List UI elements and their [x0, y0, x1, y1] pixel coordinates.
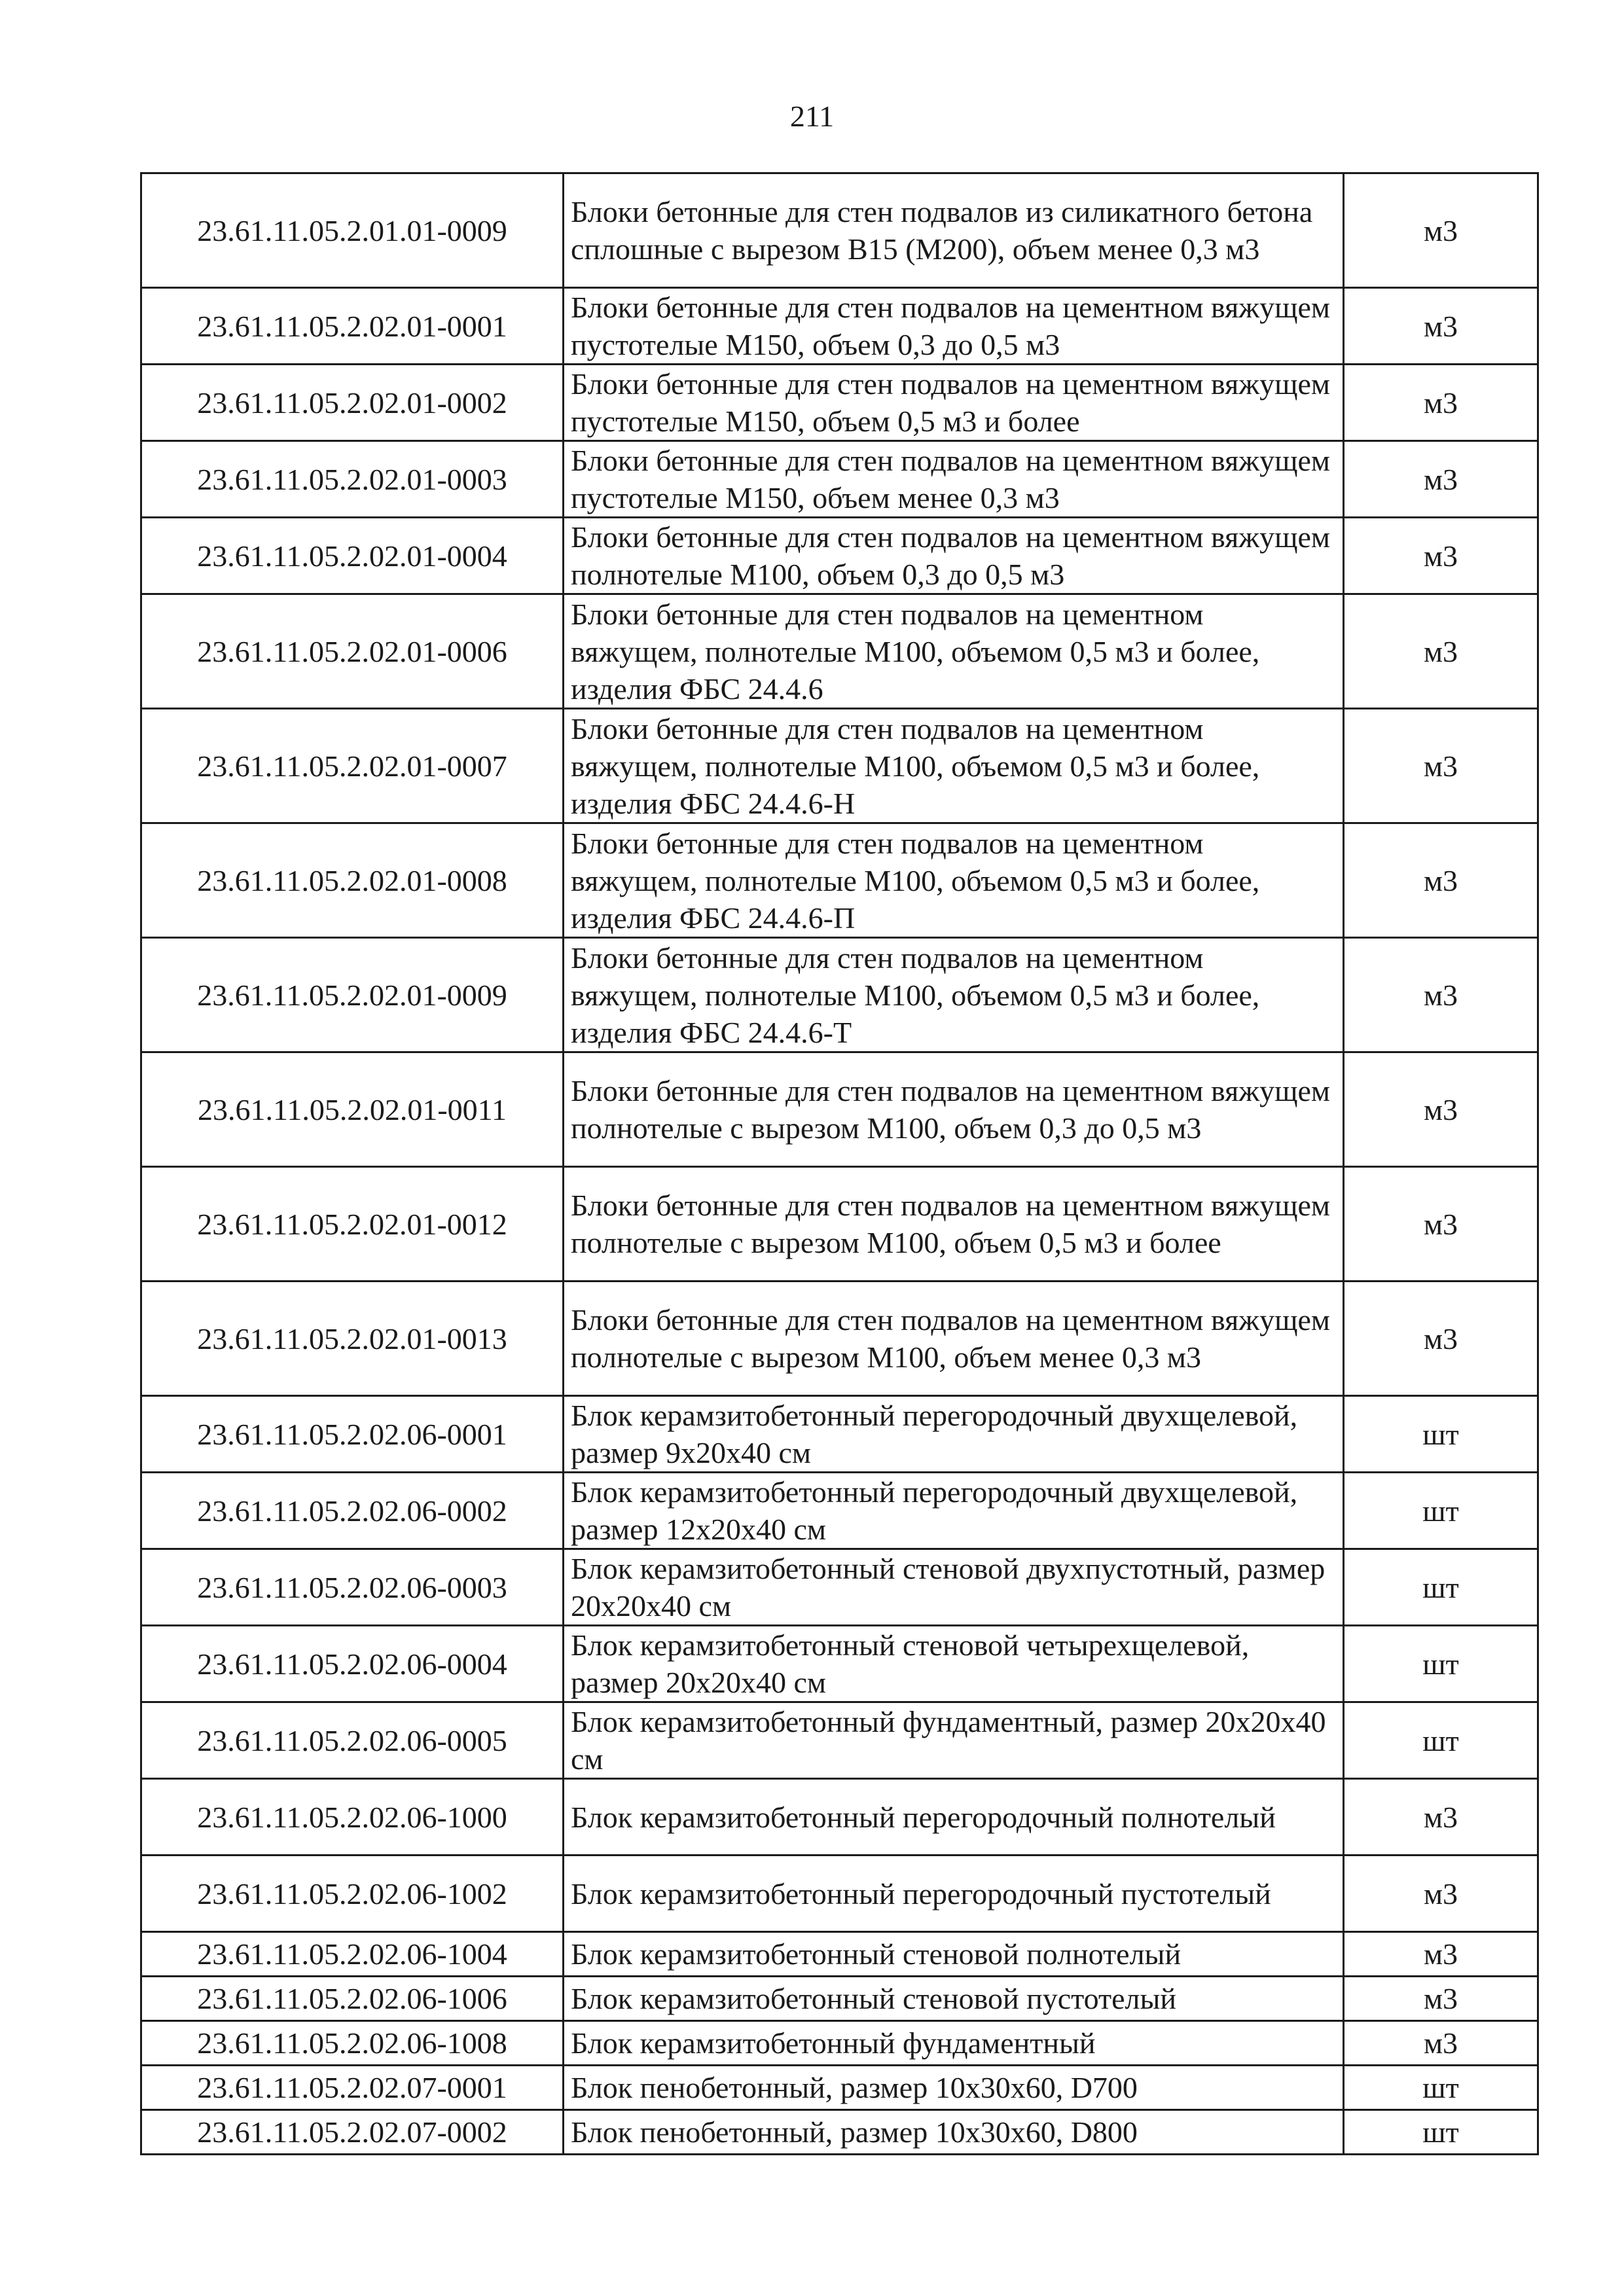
- unit-of-measure: м3: [1344, 1052, 1538, 1167]
- resource-code: 23.61.11.05.2.02.06-1000: [141, 1779, 564, 1856]
- table-row: [141, 823, 1538, 938]
- unit-of-measure: м3: [1344, 518, 1538, 594]
- resource-code: 23.61.11.05.2.02.06-0004: [141, 1626, 564, 1702]
- resource-name: Блоки бетонные для стен подвалов на цементном вяжущем полнотелые М100, объем 0,3 до 0,5 м3: [564, 518, 1344, 594]
- resource-code: 23.61.11.05.2.02.01-0007: [141, 709, 564, 823]
- table-row: [141, 441, 1538, 518]
- table-row: [141, 1549, 1538, 1626]
- table-row: [141, 365, 1538, 441]
- table-row: [141, 1396, 1538, 1473]
- table-row: [141, 938, 1538, 1052]
- table-row: [141, 518, 1538, 594]
- unit-of-measure: м3: [1344, 1932, 1538, 1977]
- table-row: [141, 1779, 1538, 1856]
- unit-of-measure: м3: [1344, 173, 1538, 288]
- table-row: [141, 2066, 1538, 2110]
- resource-name: Блок керамзитобетонный стеновой полнотелый: [564, 1932, 1344, 1977]
- resource-name: Блок керамзитобетонный фундаментный, размер 20x20x40 см: [564, 1702, 1344, 1779]
- table-row: [141, 1932, 1538, 1977]
- unit-of-measure: м3: [1344, 441, 1538, 518]
- resource-code: 23.61.11.05.2.02.01-0002: [141, 365, 564, 441]
- unit-of-measure: м3: [1344, 1977, 1538, 2021]
- resource-name: Блоки бетонные для стен подвалов на цементном вяжущем полнотелые с вырезом М100, объем 0,5 м3 и более: [564, 1167, 1344, 1282]
- resource-code: 23.61.11.05.2.02.06-0005: [141, 1702, 564, 1779]
- unit-of-measure: шт: [1344, 1549, 1538, 1626]
- resource-name: Блок керамзитобетонный стеновой двухпустотный, размер 20x20x40 см: [564, 1549, 1344, 1626]
- unit-of-measure: м3: [1344, 1856, 1538, 1932]
- unit-of-measure: шт: [1344, 1473, 1538, 1549]
- unit-of-measure: м3: [1344, 1282, 1538, 1396]
- page-number: 211: [789, 99, 835, 133]
- resource-name: Блок пенобетонный, размер 10x30x60, D800: [564, 2110, 1344, 2155]
- resource-name: Блок керамзитобетонный перегородочный двухщелевой, размер 12x20x40 см: [564, 1473, 1344, 1549]
- resource-name: Блоки бетонные для стен подвалов на цементном вяжущем пустотелые М150, объем менее 0,3 м3: [564, 441, 1344, 518]
- resource-code: 23.61.11.05.2.02.06-1008: [141, 2021, 564, 2066]
- unit-of-measure: шт: [1344, 1396, 1538, 1473]
- resource-name: Блоки бетонные для стен подвалов на цементном вяжущем, полнотелые М100, объемом 0,5 м3 и более, изделия ФБС 24.4.6: [564, 594, 1344, 709]
- resource-name: Блоки бетонные для стен подвалов на цементном вяжущем, полнотелые М100, объемом 0,5 м3 и более, изделия ФБС 24.4.6-П: [564, 823, 1344, 938]
- materials-table: [140, 172, 1539, 2155]
- unit-of-measure: м3: [1344, 594, 1538, 709]
- unit-of-measure: шт: [1344, 1702, 1538, 1779]
- table-row: [141, 1282, 1538, 1396]
- table-row: [141, 1702, 1538, 1779]
- resource-name: Блок керамзитобетонный фундаментный: [564, 2021, 1344, 2066]
- unit-of-measure: м3: [1344, 938, 1538, 1052]
- table-row: [141, 1167, 1538, 1282]
- resource-name: Блок пенобетонный, размер 10x30x60, D700: [564, 2066, 1344, 2110]
- resource-name: Блок керамзитобетонный перегородочный пустотелый: [564, 1856, 1344, 1932]
- resource-code: 23.61.11.05.2.02.01-0013: [141, 1282, 564, 1396]
- unit-of-measure: шт: [1344, 2110, 1538, 2155]
- table-row: [141, 1052, 1538, 1167]
- resource-name: Блок керамзитобетонный стеновой четырехщелевой, размер 20x20x40 см: [564, 1626, 1344, 1702]
- resource-code: 23.61.11.05.2.02.06-1002: [141, 1856, 564, 1932]
- unit-of-measure: м3: [1344, 365, 1538, 441]
- resource-code: 23.61.11.05.2.02.01-0008: [141, 823, 564, 938]
- resource-name: Блок керамзитобетонный перегородочный полнотелый: [564, 1779, 1344, 1856]
- resource-code: 23.61.11.05.2.02.01-0012: [141, 1167, 564, 1282]
- resource-code: 23.61.11.05.2.02.07-0002: [141, 2110, 564, 2155]
- resource-code: 23.61.11.05.2.02.01-0003: [141, 441, 564, 518]
- resource-code: 23.61.11.05.2.02.06-0002: [141, 1473, 564, 1549]
- unit-of-measure: м3: [1344, 1167, 1538, 1282]
- table-row: [141, 594, 1538, 709]
- resource-name: Блоки бетонные для стен подвалов из силикатного бетона сплошные с вырезом В15 (М200), объем менее 0,3 м3: [564, 173, 1344, 288]
- resource-name: Блоки бетонные для стен подвалов на цементном вяжущем, полнотелые М100, объемом 0,5 м3 и более, изделия ФБС 24.4.6-Н: [564, 709, 1344, 823]
- resource-name: Блоки бетонные для стен подвалов на цементном вяжущем, полнотелые М100, объемом 0,5 м3 и более, изделия ФБС 24.4.6-Т: [564, 938, 1344, 1052]
- resource-name: Блоки бетонные для стен подвалов на цементном вяжущем пустотелые М150, объем 0,5 м3 и более: [564, 365, 1344, 441]
- resource-name: Блоки бетонные для стен подвалов на цементном вяжущем пустотелые М150, объем 0,3 до 0,5 м3: [564, 288, 1344, 365]
- resource-code: 23.61.11.05.2.02.06-1006: [141, 1977, 564, 2021]
- resource-name: Блоки бетонные для стен подвалов на цементном вяжущем полнотелые с вырезом М100, объем 0,3 до 0,5 м3: [564, 1052, 1344, 1167]
- unit-of-measure: м3: [1344, 2021, 1538, 2066]
- unit-of-measure: шт: [1344, 1626, 1538, 1702]
- table-row: [141, 173, 1538, 288]
- resource-code: 23.61.11.05.2.02.06-0001: [141, 1396, 564, 1473]
- unit-of-measure: шт: [1344, 2066, 1538, 2110]
- unit-of-measure: м3: [1344, 823, 1538, 938]
- table-row: [141, 709, 1538, 823]
- table-row: [141, 1473, 1538, 1549]
- resource-code: 23.61.11.05.2.02.01-0001: [141, 288, 564, 365]
- table-row: [141, 1977, 1538, 2021]
- resource-code: 23.61.11.05.2.02.01-0009: [141, 938, 564, 1052]
- resource-code: 23.61.11.05.2.02.07-0001: [141, 2066, 564, 2110]
- unit-of-measure: м3: [1344, 709, 1538, 823]
- resource-code: 23.61.11.05.2.02.01-0011: [141, 1052, 564, 1167]
- resource-code: 23.61.11.05.2.02.01-0004: [141, 518, 564, 594]
- table-row: [141, 288, 1538, 365]
- unit-of-measure: м3: [1344, 288, 1538, 365]
- resource-code: 23.61.11.05.2.02.06-1004: [141, 1932, 564, 1977]
- resource-name: Блоки бетонные для стен подвалов на цементном вяжущем полнотелые с вырезом М100, объем менее 0,3 м3: [564, 1282, 1344, 1396]
- table-row: [141, 1626, 1538, 1702]
- resource-code: 23.61.11.05.2.02.01-0006: [141, 594, 564, 709]
- resource-name: Блок керамзитобетонный стеновой пустотелый: [564, 1977, 1344, 2021]
- unit-of-measure: м3: [1344, 1779, 1538, 1856]
- resource-code: 23.61.11.05.2.01.01-0009: [141, 173, 564, 288]
- table-row: [141, 2110, 1538, 2155]
- resource-name: Блок керамзитобетонный перегородочный двухщелевой, размер 9x20x40 см: [564, 1396, 1344, 1473]
- resource-code: 23.61.11.05.2.02.06-0003: [141, 1549, 564, 1626]
- table-row: [141, 1856, 1538, 1932]
- table-row: [141, 2021, 1538, 2066]
